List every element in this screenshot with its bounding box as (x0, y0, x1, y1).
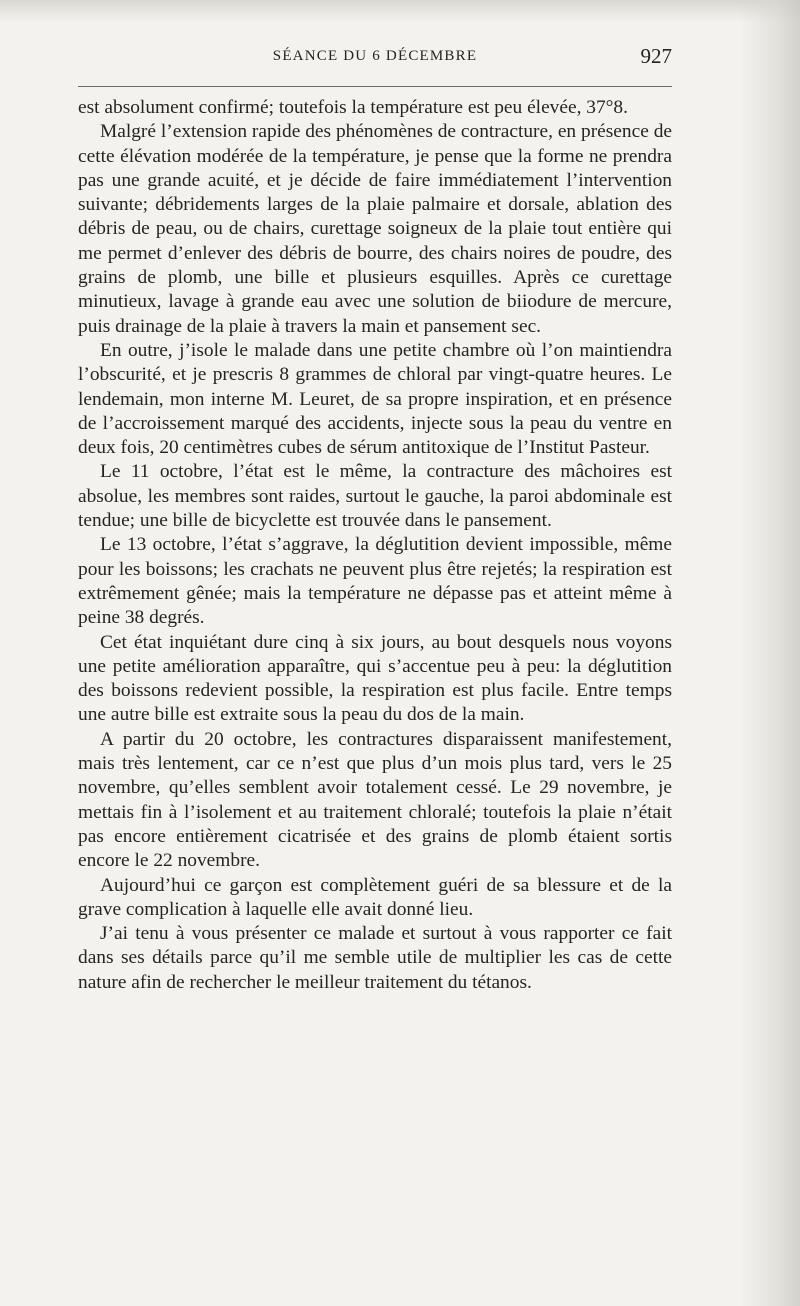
paragraph-20-octobre: A partir du 20 octobre, les contractures disparaissent manifestement, mais très lentement, car ce n’est que plus d’un mois plus tard, vers le 25 novembre, qu’elles semblent avoir totalement cessé. Le 29 novembre, je mettais fin à l’isolement et au traitement chloralé; toutefois la plaie n’était pas encore entièrement cicatrisée et des grains de plomb étaient sortis encore le 22 novembre. (78, 728, 672, 872)
running-head (78, 44, 672, 74)
page-edge-shadow (740, 0, 800, 1306)
page-top-shadow (0, 0, 800, 22)
paragraph-amelioration: Cet état inquiétant dure cinq à six jours, au bout desquels nous voyons une petite amélioration apparaître, qui s’accentue peu à peu: la déglutition des boissons redevient possible, la respiration est plus facile. Entre temps une autre bille est extraite sous la peau du dos de la main. (78, 631, 672, 726)
running-title: SÉANCE DU 6 DÉCEMBRE (272, 48, 478, 64)
paragraph-conclusion: J’ai tenu à vous présenter ce malade et surtout à vous rapporter ce fait dans ses détails parce qu’il me semble utile de multiplier les cas de cette nature afin de rechercher le meilleur traitement du tétanos. (78, 923, 672, 993)
header-rule (78, 86, 672, 87)
paragraph-operation: Malgré l’extension rapide des phénomènes de contracture, en présence de cette élévation modérée de la température, je pense que la forme ne prendra pas une grande acuité, et je décide de faire immédiatement l’intervention suivante; débridements larges de la plaie palmaire et dorsale, ablation des débris de peau, ou de chairs, curettage soigneux de la plaie tout entière qui me permet d’enlever des débris de bourre, des chairs noires de poudre, des grains de plomb, une bille et plusieurs esquilles. Après ce curettage minutieux, lavage à grande eau avec une solution de biiodure de mercure, puis drainage de la plaie à travers la main et pansement sec. (78, 121, 672, 337)
paragraph-guerison: Aujourd’hui ce garçon est complètement guéri de sa blessure et de la grave complication à laquelle elle avait donné lieu. (78, 874, 672, 920)
paragraph-11-octobre: Le 11 octobre, l’état est le même, la contracture des mâchoires est absolue, les membres sont raides, surtout le gauche, la paroi abdominale est tendue; une bille de bicyclette est trouvée dans le pansement. (78, 461, 672, 532)
body-text (78, 96, 672, 995)
page-number: 927 (640, 44, 672, 68)
paragraph-continued: est absolument confirmé; toutefois la température est peu élevée, 37°8. (78, 97, 628, 118)
paragraph-13-octobre: Le 13 octobre, l’état s’aggrave, la déglutition devient impossible, même pour les boissons; les crachats ne peuvent plus être rejetés; la respiration est extrêmement gênée; mais la température ne dépasse pas et atteint même à peine 38 degrés. (78, 534, 672, 629)
paragraph-isolation: En outre, j’isole le malade dans une petite chambre où l’on maintiendra l’obscurité, et je prescris 8 grammes de chloral par vingt-quatre heures. Le lendemain, mon interne M. Leuret, de sa propre inspiration, et en présence de l’accroissement marqué des accidents, injecte sous la peau du ventre en deux fois, 20 centimètres cubes de sérum antitoxique de l’Institut Pasteur. (78, 339, 672, 459)
